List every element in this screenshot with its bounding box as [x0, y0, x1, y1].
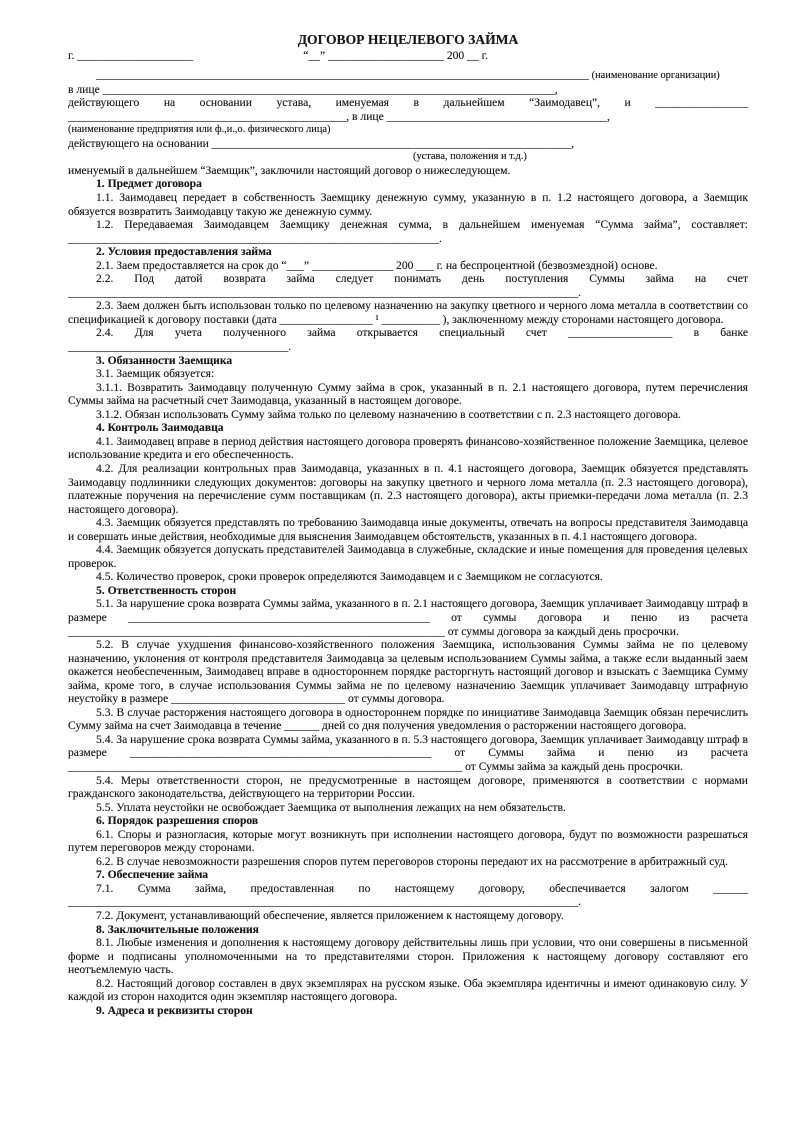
section-heading-6: 6. Порядок разрешения споров [96, 814, 259, 828]
section-heading-2: 2. Условия предоставления займа [96, 245, 272, 259]
paragraph-2-1: 2.1. Заем предоставляется на срок до “___” ______________ 200 ___ г. на беспроцентной (безвозмездной) основе. [96, 258, 658, 272]
paragraph-6-1: 6.1. Споры и разногласия, которые могут возникнуть при исполнении настоящего договора, будут по возможности разрешаться путем переговоров между сторонами. [68, 827, 748, 855]
date-blank: “__” ____________________ 200 __ г. [303, 48, 488, 62]
city-date-line [68, 49, 748, 63]
paragraph-5-2: 5.2. В случае ухудшения финансово-хозяйственного положения Заемщика, использования Суммы займа не по целевому назначению, уклонения от контроля представителя Заимодавца за целевым использованием Суммы займа, а также если выданный заем окажется необеспеченным, Заимодавец вправе в одностороннем порядке расторгнуть настоящий договор и взыскать с Заемщика Сумму займа, кроме того, в случае использования Суммы займа не по целевому назначению Заемщик уплачивает Заимодавцу штрафную неустойку в размере ______________________________ от суммы договора. [68, 638, 748, 706]
section-heading-4: 4. Контроль Заимодавца [96, 421, 224, 435]
paragraph-7-2: 7.2. Документ, устанавливающий обеспечение, является приложением к настоящему договору. [96, 909, 564, 922]
paragraph-8-1: 8.1. Любые изменения и дополнения к настоящему договору действительны лишь при условии, что они совершены в письменной форме и подписаны уполномоченными на то представителями сторон. Приложения к настоящему договору составляют его неотъемлемую часть. [68, 936, 748, 977]
organization-blank: _____________________________________________________________________________________ [96, 68, 589, 82]
paragraph-8-2: 8.2. Настоящий договор составлен в двух экземплярах на русском языке. Оба экземпляра идентичны и имеют одинаковую силу. У каждой из сторон находится один экземпляр настоящего договора. [68, 976, 748, 1004]
paragraph-2-2: 2.2. Под датой возврата займа следует понимать день поступления Суммы займа на счет ________________________________________________________________________________________. [68, 272, 748, 299]
paragraph-5-4a: 5.4. За нарушение срока возврата Суммы займа, указанного в п. 5.3 настоящего договора, Заемщик уплачивает Заимодавцу штраф в размере ____________________________________________________ от Суммы займа и пеню из расчета ____________________________________________________________________ от Суммы займа за каждый день просрочки. [68, 732, 748, 773]
section-heading-3: 3. Обязанности Заемщика [96, 353, 233, 367]
basis-note: (устава, положения и т.д.) [413, 151, 527, 163]
organization-label: (наименование организации) [591, 70, 720, 82]
paragraph-1-1: 1.1. Заимодавец передает в собственность Заемщику денежную сумму, указанную в п. 1.2 настоящего договора, а Заемщик обязуется возвратить Заимодавцу такую же денежную сумму. [68, 191, 748, 218]
in-person-line: в лице ______________________________________________________________________________, [68, 82, 558, 96]
paragraph-4-1: 4.1. Заимодавец вправе в период действия настоящего договора проверять финансово-хозяйственное положение Заемщика, целевое использование кредита и его обеспеченность. [68, 434, 748, 462]
paragraph-5-5: 5.5. Уплата неустойки не освобождает Заемщика от выполнения лежащих на нем обязательств. [96, 800, 566, 814]
section-heading-1: 1. Предмет договора [96, 177, 202, 191]
paragraph-5-3: 5.3. В случае расторжения настоящего договора в одностороннем порядке по инициативе Заимодавца Заемщик обязан перечислить Сумму займа на счет Заимодавца в течение ______ дней со дня получения уведомления о расторжении настоящего договора. [68, 705, 748, 733]
city-blank: г. ____________________ [68, 48, 194, 62]
paragraph-3-1: 3.1. Заемщик обязуется: [96, 367, 215, 381]
section-heading-7: 7. Обеспечение займа [96, 868, 209, 882]
paragraph-3-1-1: 3.1.1. Возвратить Заимодавцу полученную Сумму займа в срок, указанный в п. 2.1 настоящего договора, путем перечисления Суммы займа на расчетный счет Заимодавца, указанный в настоящем договоре. [68, 380, 748, 408]
paragraph-7-1: 7.1. Сумма займа, предоставленная по настоящему договору, обеспечивается залогом ______ ________________________________________________________________________________________. [68, 881, 748, 909]
section-heading-8: 8. Заключительные положения [96, 922, 259, 936]
document-title: ДОГОВОР НЕЦЕЛЕВОГО ЗАЙМА [297, 32, 519, 47]
acting-basis-line: действующего на основании ______________________________________________________________, [68, 136, 574, 150]
borrower-intro-line: именуемый в дальнейшем “Заемщик”, заключили настоящий договор о нижеследующем. [68, 163, 511, 177]
section-heading-5: 5. Ответственность сторон [96, 583, 237, 597]
paragraph-3-1-2: 3.1.2. Обязан использовать Сумму займа только по целевому назначению в соответствии с п. 2.3 настоящего договора. [96, 407, 681, 421]
party-name-note: (наименование предприятия или ф.,и.,о. физического лица) [68, 124, 331, 136]
paragraph-2-3: 2.3. Заем должен быть использован только по целевому назначению на закупку цветного и черного лома металла в соответствии со спецификацией к договору поставки (дата ________________ ¹ __________ ), заключенному между сторонами настоящего договора. [68, 299, 748, 326]
paragraph-5-4b: 5.4. Меры ответственности сторон, не предусмотренные в настоящем договоре, применяются в соответствии с нормами гражданского законодательства, действующего на территории России. [68, 773, 748, 801]
section-heading-9: 9. Адреса и реквизиты сторон [96, 1003, 253, 1017]
paragraph-1-2: 1.2. Передаваемая Заимодавцем Заемщику денежная сумма, в дальнейшем именуемая “Сумма займа”, составляет: ________________________________________________________________. [68, 218, 748, 245]
paragraph-5-1: 5.1. За нарушение срока возврата Суммы займа, указанного в п. 2.1 настоящего договора, Заемщик уплачивает Заимодавцу штраф в размере ____________________________________________________ от суммы договора и пеню из расчета _________________________________________________________________ от суммы договора за каждый день просрочки. [68, 597, 748, 638]
paragraph-4-3: 4.3. Заемщик обязуется представлять по требованию Заимодавца иные документы, отвечать на вопросы представителя Заимодавца и совершать иные действия, необходимые для выяснения Заимодавцем обстоятельств, указанных в п. 4.1 настоящего договора. [68, 516, 748, 543]
paragraph-4-5: 4.5. Количество проверок, сроки проверок определяются Заимодавцем и с Заемщиком не согласуются. [96, 570, 603, 584]
acting-on-charter-line: действующего на основании устава, именуемая в дальнейшем “Заимодавец”, и ________________ [68, 96, 748, 110]
second-party-line: ________________________________________________, в лице ______________________________________, [68, 109, 610, 123]
paragraph-6-2: 6.2. В случае невозможности разрешения споров путем переговоров стороны передают их на рассмотрение в арбитражный суд. [96, 854, 729, 868]
paragraph-2-4: 2.4. Для учета полученного займа открывается специальный счет __________________ в банке ______________________________________. [68, 326, 748, 354]
paragraph-4-2: 4.2. Для реализации контрольных прав Заимодавца, указанных в п. 4.1 настоящего договора, Заемщик обязуется представлять Заимодавцу подлинники следующих документов: договоры на закупку цветного и черного лома металла (п. 2.3 настоящего договора), платежные поручения на перечисление сумм поставщикам (п. 2.3 настоящего договора), акты приемки-передачи лома металла (п. 2.3 настоящего договора). [68, 461, 748, 516]
organization-line [68, 68, 748, 83]
paragraph-4-4: 4.4. Заемщик обязуется допускать представителей Заимодавца в служебные, складские и иные помещения для проведения целевых проверок. [68, 543, 748, 570]
